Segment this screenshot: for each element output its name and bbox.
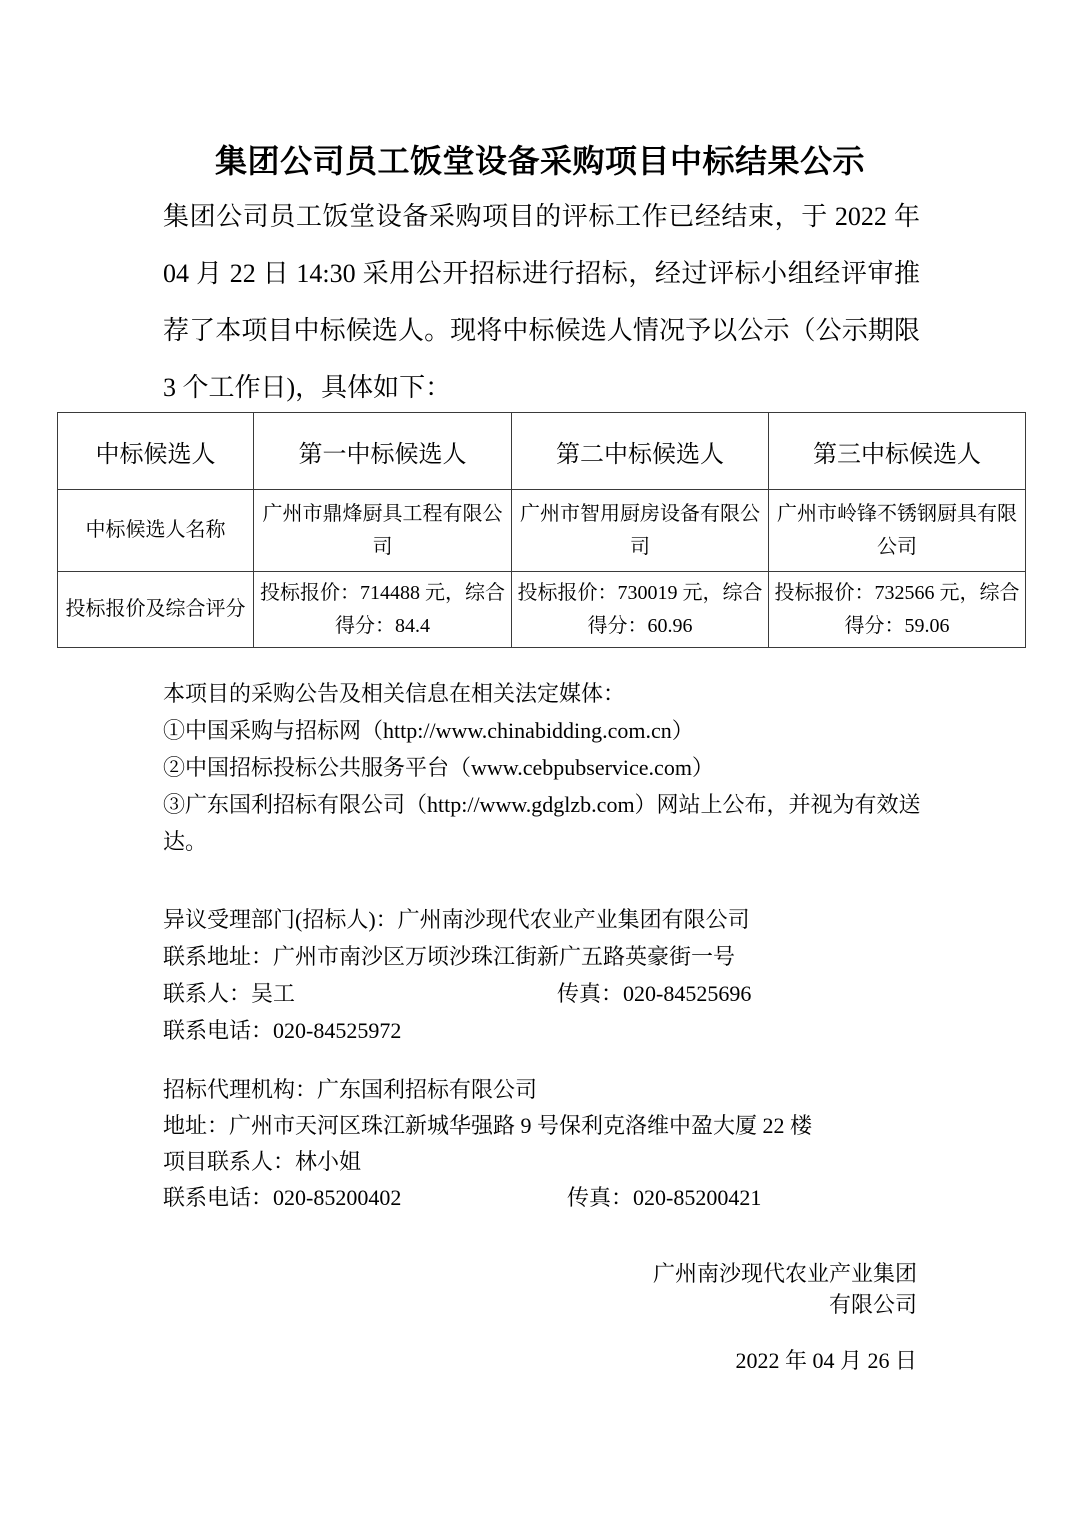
agency-phone-fax-row [163, 1180, 963, 1216]
media-heading: 本项目的采购公告及相关信息在相关法定媒体： [163, 681, 626, 706]
bid-result-table [57, 412, 1026, 648]
table-cell-candidate-1-name: 广州市鼎烽厨具工程有限公司 [254, 490, 512, 572]
table-header-third-candidate: 第三中标候选人 [769, 413, 1026, 490]
table-header-second-candidate: 第二中标候选人 [512, 413, 769, 490]
agency-section [163, 1072, 963, 1216]
objection-address-line: 联系地址：广州市南沙区万顷沙珠江街新广五路英豪街一号 [163, 944, 736, 969]
intro-paragraph: 集团公司员工饭堂设备采购项目的评标工作已经结束，于 2022 年 04 月 22 日 14:30 采用公开招标进行招标，经过评标小组经评审推荐了本项目中标候选人。现将中标候选人情况予以公示（公示期限 3 个工作日)，具体如下： [163, 202, 920, 402]
agency-phone: 联系电话：020-85200402 [163, 1185, 402, 1210]
table-row-label: 中标候选人名称 [58, 490, 254, 572]
table-cell-candidate-2-name: 广州市智用厨房设备有限公司 [512, 490, 769, 572]
objection-fax: 传真：020-84525696 [557, 981, 752, 1006]
agency-name-line: 招标代理机构：广东国利招标有限公司 [163, 1077, 538, 1102]
table-row-candidate-names [58, 490, 1026, 572]
agency-contact-line: 项目联系人：林小姐 [163, 1149, 362, 1174]
media-item-gdglzb: ③广东国利招标有限公司（http://www.gdglzb.com）网站上公布，并视为有效送达。 [163, 792, 921, 854]
table-header-first-candidate: 第一中标候选人 [254, 413, 512, 490]
signature-block [163, 1258, 917, 1376]
table-header-row [58, 413, 1026, 490]
table-cell-candidate-3-score: 投标报价：732566 元，综合得分：59.06 [769, 572, 1026, 648]
page-title: 集团公司员工饭堂设备采购项目中标结果公示 [214, 143, 865, 179]
agency-address-line: 地址：广州市天河区珠江新城华强路 9 号保利克洛维中盈大厦 22 楼 [163, 1113, 813, 1138]
table-row-bid-scores [58, 572, 1026, 648]
table-row-label: 投标报价及综合评分 [58, 572, 254, 648]
signature-company-line2: 有限公司 [828, 1292, 917, 1317]
objection-contact-fax-row [163, 975, 963, 1012]
signature-date: 2022 年 04 月 26 日 [735, 1348, 917, 1373]
media-item-cebpubservice: ②中国招标投标公共服务平台（www.cebpubservice.com） [163, 755, 714, 780]
objection-contact: 联系人：吴工 [163, 981, 296, 1006]
table-cell-candidate-2-score: 投标报价：730019 元，综合得分：60.96 [512, 572, 769, 648]
objection-section [163, 901, 963, 1049]
signature-company-line1: 广州南沙现代农业产业集团 [652, 1261, 917, 1286]
table-header-candidate: 中标候选人 [58, 413, 254, 490]
media-section [163, 675, 926, 860]
agency-fax: 传真：020-85200421 [567, 1185, 762, 1210]
objection-department-line: 异议受理部门(招标人)：广州南沙现代农业产业集团有限公司 [163, 907, 750, 932]
table-cell-candidate-1-score: 投标报价：714488 元，综合得分：84.4 [254, 572, 512, 648]
objection-phone-line: 联系电话：020-84525972 [163, 1018, 402, 1043]
table-cell-candidate-3-name: 广州市岭锋不锈钢厨具有限公司 [769, 490, 1026, 572]
media-item-chinabidding: ①中国采购与招标网（http://www.chinabidding.com.cn） [163, 718, 694, 743]
